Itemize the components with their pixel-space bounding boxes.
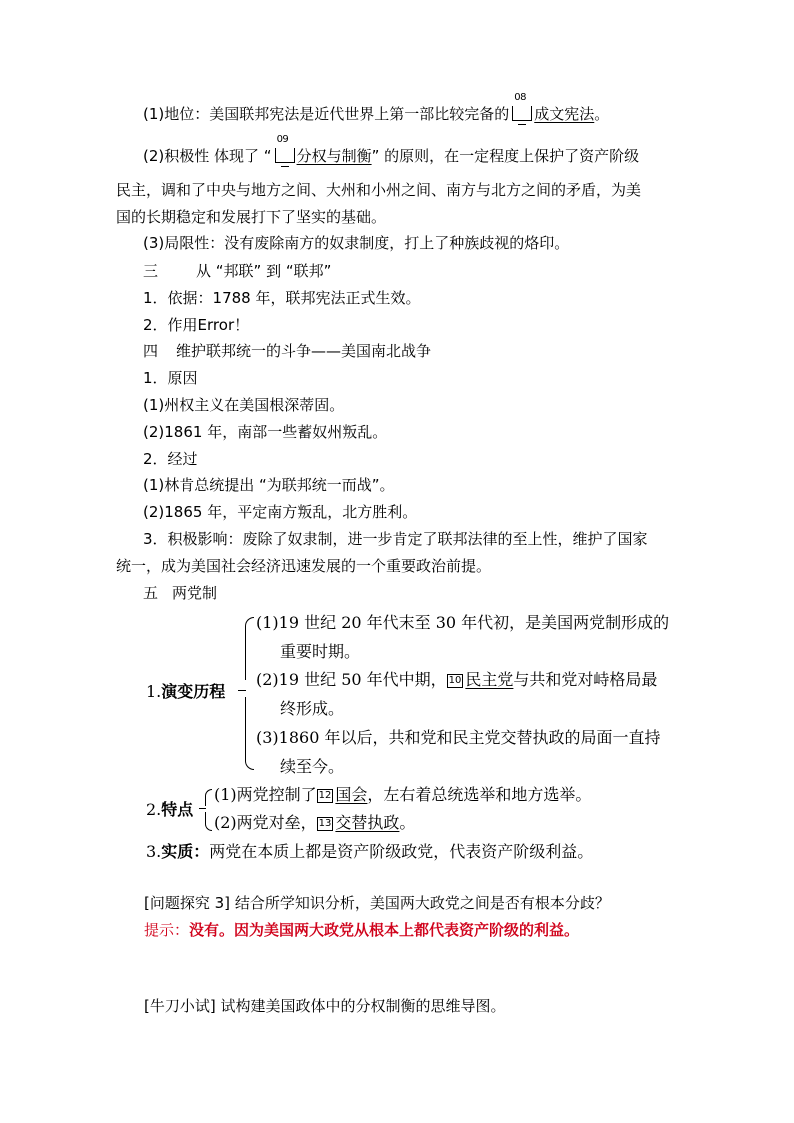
section-4-process: 2．经过 bbox=[143, 450, 198, 468]
hint-text: 没有。因为美国两大政党从根本上都代表资产阶级的利益。 bbox=[189, 921, 580, 939]
trial-line: [牛刀小试] 试构建美国政体中的分权制衡的思维导图。 bbox=[144, 997, 506, 1015]
features-brace-lower bbox=[205, 812, 212, 831]
section-3-basis: 1．依据：1788 年，联邦宪法正式生效。 bbox=[143, 289, 421, 307]
evolution-item-2-cont: 终形成。 bbox=[280, 699, 345, 718]
hint-label: 提示： bbox=[144, 921, 190, 939]
constitution-positive-line3: 国的长期稳定和发展打下了坚实的基础。 bbox=[116, 208, 387, 226]
answer-alternating-rule: 交替执政 bbox=[335, 813, 400, 832]
answer-written-constitution: 成文宪法 bbox=[534, 105, 595, 123]
blank-number-box: 10 bbox=[448, 675, 462, 686]
section-4-process-1: (1)林肯总统提出 “为联邦统一而战”。 bbox=[143, 476, 395, 494]
constitution-positive-line2: 民主，调和了中央与地方之间、大州和小州之间、南方与北方之间的矛盾，为美 bbox=[116, 181, 642, 199]
question-3: [问题探究 3] 结合所学知识分析，美国两大政党之间是否有根本分歧？ bbox=[144, 894, 610, 912]
section-4-cause: 1．原因 bbox=[143, 369, 198, 387]
blank-number-box: 12 bbox=[318, 790, 332, 801]
evolution-label: 1.演变历程 bbox=[146, 682, 226, 701]
section-3-role: 2．作用Error！ bbox=[143, 316, 250, 334]
features-brace bbox=[205, 789, 212, 806]
constitution-limitation: (3)局限性：没有废除南方的奴隶制度，打上了种族歧视的烙印。 bbox=[143, 234, 570, 252]
evolution-brace-lower bbox=[245, 697, 254, 770]
constitution-positive: (2)积极性 体现了 “ 09 分权与制衡” 的原则，在一定程度上保护了资产阶级 bbox=[143, 134, 640, 165]
blank-number-box: 13 bbox=[318, 818, 332, 829]
section-4-cause-1: (1)州权主义在美国根深蒂固。 bbox=[143, 396, 345, 414]
evolution-brace bbox=[245, 617, 254, 680]
evolution-item-2: (2)19 世纪 50 年代中期， 10 民主党与共和党对峙格局最 bbox=[256, 670, 658, 689]
essence-line: 3.实质：两党在本质上都是资产阶级政党，代表资产阶级利益。 bbox=[146, 842, 594, 861]
features-label: 2.特点 bbox=[146, 800, 194, 819]
evolution-brace-tip bbox=[238, 690, 246, 691]
constitution-status: (1)地位：美国联邦宪法是近代世界上第一部比较完备的 08 成文宪法。 bbox=[143, 92, 610, 123]
answer-congress: 国会 bbox=[335, 785, 368, 804]
evolution-item-3-cont: 续至今。 bbox=[280, 757, 345, 776]
blank-number-box: 09 bbox=[275, 148, 295, 163]
section-4-process-2: (2)1865 年，平定南方叛乱，北方胜利。 bbox=[143, 503, 418, 521]
hint-line bbox=[144, 920, 704, 940]
features-brace-tip bbox=[199, 808, 206, 809]
section-4-impact: 3．积极影响：废除了奴隶制，进一步肯定了联邦法律的至上性，维护了国家 bbox=[143, 530, 648, 548]
blank-number-box: 08 bbox=[512, 106, 532, 121]
section-5-heading: 五 两党制 bbox=[143, 584, 218, 602]
section-4-cause-2: (2)1861 年，南部一些蓄奴州叛乱。 bbox=[143, 423, 388, 441]
features-item-1: (1)两党控制了 12 国会，左右着总统选举和地方选举。 bbox=[214, 785, 592, 804]
evolution-item-1: (1)19 世纪 20 年代末至 30 年代初，是美国两党制形成的 bbox=[256, 613, 670, 632]
answer-separation-of-powers: 分权与制衡 bbox=[296, 147, 372, 165]
evolution-item-1-cont: 重要时期。 bbox=[280, 642, 361, 661]
section-3-heading: 三 从 “邦联” 到 “联邦” bbox=[143, 262, 332, 280]
section-4-impact-line2: 统一，成为美国社会经济迅速发展的一个重要政治前提。 bbox=[116, 557, 492, 575]
section-4-heading: 四 维护联邦统一的斗争——美国南北战争 bbox=[143, 342, 432, 360]
features-item-2: (2)两党对垒， 13 交替执政。 bbox=[214, 813, 416, 832]
answer-democratic-party: 民主党 bbox=[465, 670, 514, 689]
evolution-item-3: (3)1860 年以后，共和党和民主党交替执政的局面一直持 bbox=[256, 728, 661, 747]
